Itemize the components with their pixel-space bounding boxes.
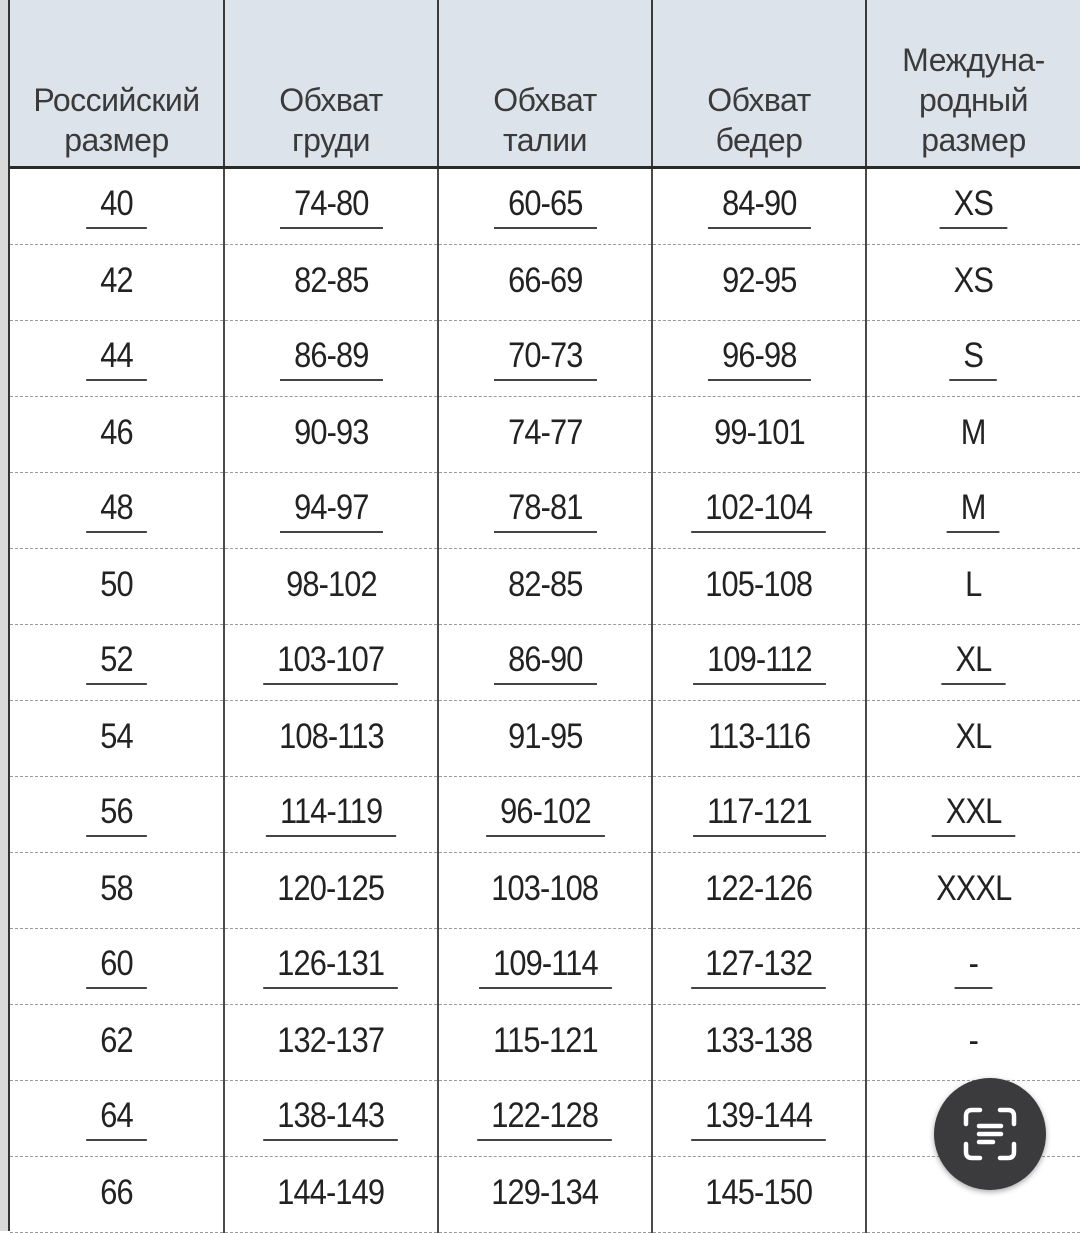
cell-waist: 122-128 bbox=[477, 1096, 612, 1141]
cell-international-size: XXXL bbox=[935, 869, 1012, 908]
cell-chest: 98-102 bbox=[285, 565, 377, 604]
cell-waist: 78-81 bbox=[494, 488, 597, 533]
cell-russian-size: 42 bbox=[100, 261, 133, 300]
cell-russian-size: 60 bbox=[86, 944, 147, 989]
cell-international-size: - bbox=[968, 1021, 979, 1060]
table-row bbox=[10, 321, 1080, 397]
cell-hips: 117-121 bbox=[693, 792, 826, 837]
table-row bbox=[10, 168, 1080, 245]
cell-waist: 74-77 bbox=[507, 413, 583, 452]
cell-hips: 127-132 bbox=[691, 944, 826, 989]
cell-international-size: S bbox=[950, 336, 998, 381]
cell-chest: 108-113 bbox=[278, 717, 384, 756]
cell-hips: 102-104 bbox=[691, 488, 826, 533]
table-row bbox=[10, 929, 1080, 1005]
cell-hips: 99-101 bbox=[713, 413, 805, 452]
cell-waist: 115-121 bbox=[492, 1021, 598, 1060]
cell-hips: 133-138 bbox=[705, 1021, 813, 1060]
cell-international-size: XL bbox=[941, 640, 1005, 685]
cell-hips: 84-90 bbox=[708, 184, 811, 229]
cell-hips: 96-98 bbox=[708, 336, 811, 381]
table-header-row bbox=[10, 0, 1080, 168]
cell-international-size: L bbox=[965, 565, 982, 604]
cell-hips: 92-95 bbox=[721, 261, 797, 300]
cell-waist: 129-134 bbox=[491, 1173, 599, 1212]
table-row bbox=[10, 1157, 1080, 1233]
cell-chest: 126-131 bbox=[263, 944, 398, 989]
cell-hips: 113-116 bbox=[707, 717, 811, 756]
cell-chest: 120-125 bbox=[277, 869, 385, 908]
cell-chest: 74-80 bbox=[280, 184, 383, 229]
cell-waist: 66-69 bbox=[507, 261, 583, 300]
size-table bbox=[10, 0, 1080, 1233]
cell-russian-size: 64 bbox=[86, 1096, 147, 1141]
cell-waist: 60-65 bbox=[494, 184, 597, 229]
cell-chest: 90-93 bbox=[293, 413, 369, 452]
table-row bbox=[10, 473, 1080, 549]
table-row bbox=[10, 701, 1080, 777]
cell-chest: 144-149 bbox=[277, 1173, 385, 1212]
cell-chest: 114-119 bbox=[266, 792, 396, 837]
cell-hips: 145-150 bbox=[705, 1173, 813, 1212]
table-row bbox=[10, 1005, 1080, 1081]
cell-hips: 139-144 bbox=[691, 1096, 826, 1141]
left-margin bbox=[0, 0, 8, 1231]
cell-hips: 105-108 bbox=[705, 565, 813, 604]
table-row bbox=[10, 777, 1080, 853]
cell-russian-size: 46 bbox=[100, 413, 133, 452]
table-row bbox=[10, 853, 1080, 929]
header-international-size: Междуна- родный размер bbox=[866, 0, 1080, 168]
cell-russian-size: 44 bbox=[86, 336, 147, 381]
table-row bbox=[10, 1081, 1080, 1157]
header-waist: Обхват талии bbox=[438, 0, 652, 168]
cell-chest: 82-85 bbox=[293, 261, 369, 300]
cell-international-size bbox=[959, 1203, 987, 1206]
cell-waist: 86-90 bbox=[494, 640, 597, 685]
cell-international-size: XS bbox=[940, 184, 1007, 229]
cell-russian-size: 40 bbox=[86, 184, 147, 229]
cell-international-size: - bbox=[955, 944, 993, 989]
cell-waist: 82-85 bbox=[507, 565, 583, 604]
text-scan-icon bbox=[960, 1104, 1020, 1164]
header-hips: Обхват бедер bbox=[652, 0, 866, 168]
cell-waist: 109-114 bbox=[479, 944, 612, 989]
cell-waist: 103-108 bbox=[491, 869, 599, 908]
table-row bbox=[10, 397, 1080, 473]
cell-chest: 86-89 bbox=[280, 336, 383, 381]
cell-international-size: XL bbox=[955, 717, 992, 756]
cell-chest: 132-137 bbox=[277, 1021, 385, 1060]
cell-international-size: XXL bbox=[932, 792, 1016, 837]
cell-chest: 103-107 bbox=[263, 640, 398, 685]
cell-chest: 138-143 bbox=[263, 1096, 398, 1141]
cell-russian-size: 54 bbox=[100, 717, 133, 756]
cell-chest: 94-97 bbox=[280, 488, 383, 533]
cell-hips: 122-126 bbox=[705, 869, 813, 908]
cell-waist: 91-95 bbox=[507, 717, 583, 756]
header-chest: Обхват груди bbox=[224, 0, 438, 168]
cell-hips: 109-112 bbox=[693, 640, 826, 685]
cell-international-size: M bbox=[947, 488, 1000, 533]
cell-waist: 70-73 bbox=[494, 336, 597, 381]
cell-international-size: XS bbox=[953, 261, 994, 300]
cell-waist: 96-102 bbox=[486, 792, 605, 837]
table-row bbox=[10, 245, 1080, 321]
cell-russian-size: 56 bbox=[86, 792, 147, 837]
table-row bbox=[10, 549, 1080, 625]
cell-russian-size: 52 bbox=[86, 640, 147, 685]
cell-russian-size: 66 bbox=[100, 1173, 133, 1212]
cell-russian-size: 58 bbox=[100, 869, 133, 908]
cell-russian-size: 48 bbox=[86, 488, 147, 533]
cell-russian-size: 62 bbox=[100, 1021, 133, 1060]
cell-russian-size: 50 bbox=[100, 565, 133, 604]
header-russian-size: Российский размер bbox=[10, 0, 224, 168]
table-row bbox=[10, 625, 1080, 701]
text-scan-button[interactable] bbox=[934, 1078, 1046, 1190]
cell-international-size: M bbox=[961, 413, 986, 452]
